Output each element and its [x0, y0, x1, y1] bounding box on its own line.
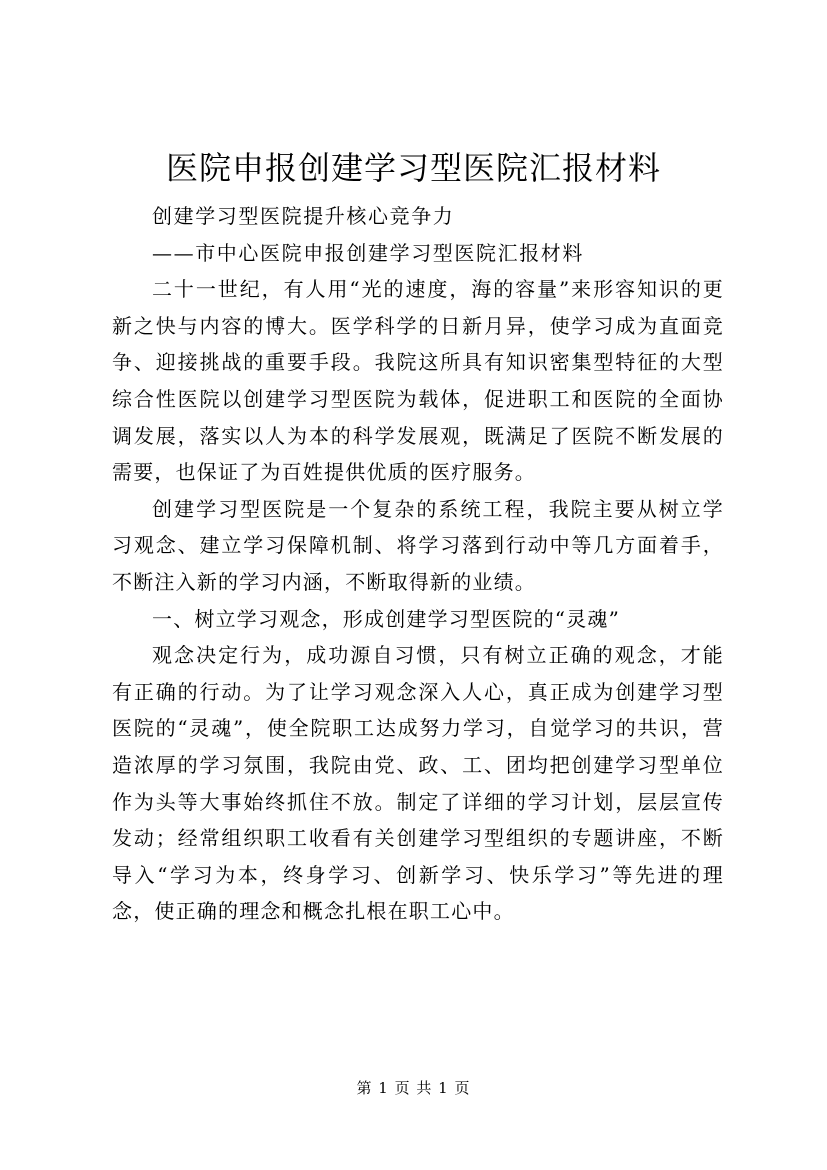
document-title: 医院申报创建学习型医院汇报材料 — [165, 149, 661, 187]
section-heading-1: 一、树立学习观念，形成创建学习型医院的“灵魂” — [152, 606, 621, 631]
page-footer: 第 1 页 共 1 页 — [356, 1079, 471, 1097]
subtitle: 创建学习型医院提升核心竞争力 — [152, 204, 455, 228]
subtitle-secondary: ——市中心医院申报创建学习型医院汇报材料 — [152, 240, 584, 265]
paragraph-overview: 创建学习型医院是一个复杂的系统工程，我院主要从树立学习观念、建立学习保障机制、将学习落到行动中等几方面着手，不断注入新的学习内涵，不断取得新的业绩。 — [112, 496, 724, 594]
paragraph-section-1: 观念决定行为，成功源自习惯，只有树立正确的观念，才能有正确的行动。为了让学习观念深入人心，真正成为创建学习型医院的“灵魂”，使全院职工达成努力学习，自觉学习的共识，营造浓厚的学习氛围，我院由党、政、工、团均把创建学习型单位作为头等大事始终抓住不放。制定了详细的学习计划，层层宣传发动；经常组织职工收看有关创建学习型组织的专题讲座，不断导入“学习为本，终身学习、创新学习、快乐学习”等先进的理念，使正确的理念和概念扎根在职工心中。 — [112, 643, 724, 924]
document-body — [112, 198, 724, 930]
paragraph-intro: 二十一世纪，有人用“光的速度，海的容量”来形容知识的更新之快与内容的博大。医学科学的日新月异，使学习成为直面竞争、迎接挑战的重要手段。我院这所具有知识密集型特征的大型综合性医院以创建学习型医院为载体，促进职工和医院的全面协调发展，落实以人为本的科学发展观，既满足了医院不断发展的需要，也保证了为百姓提供优质的医疗服务。 — [112, 277, 724, 485]
